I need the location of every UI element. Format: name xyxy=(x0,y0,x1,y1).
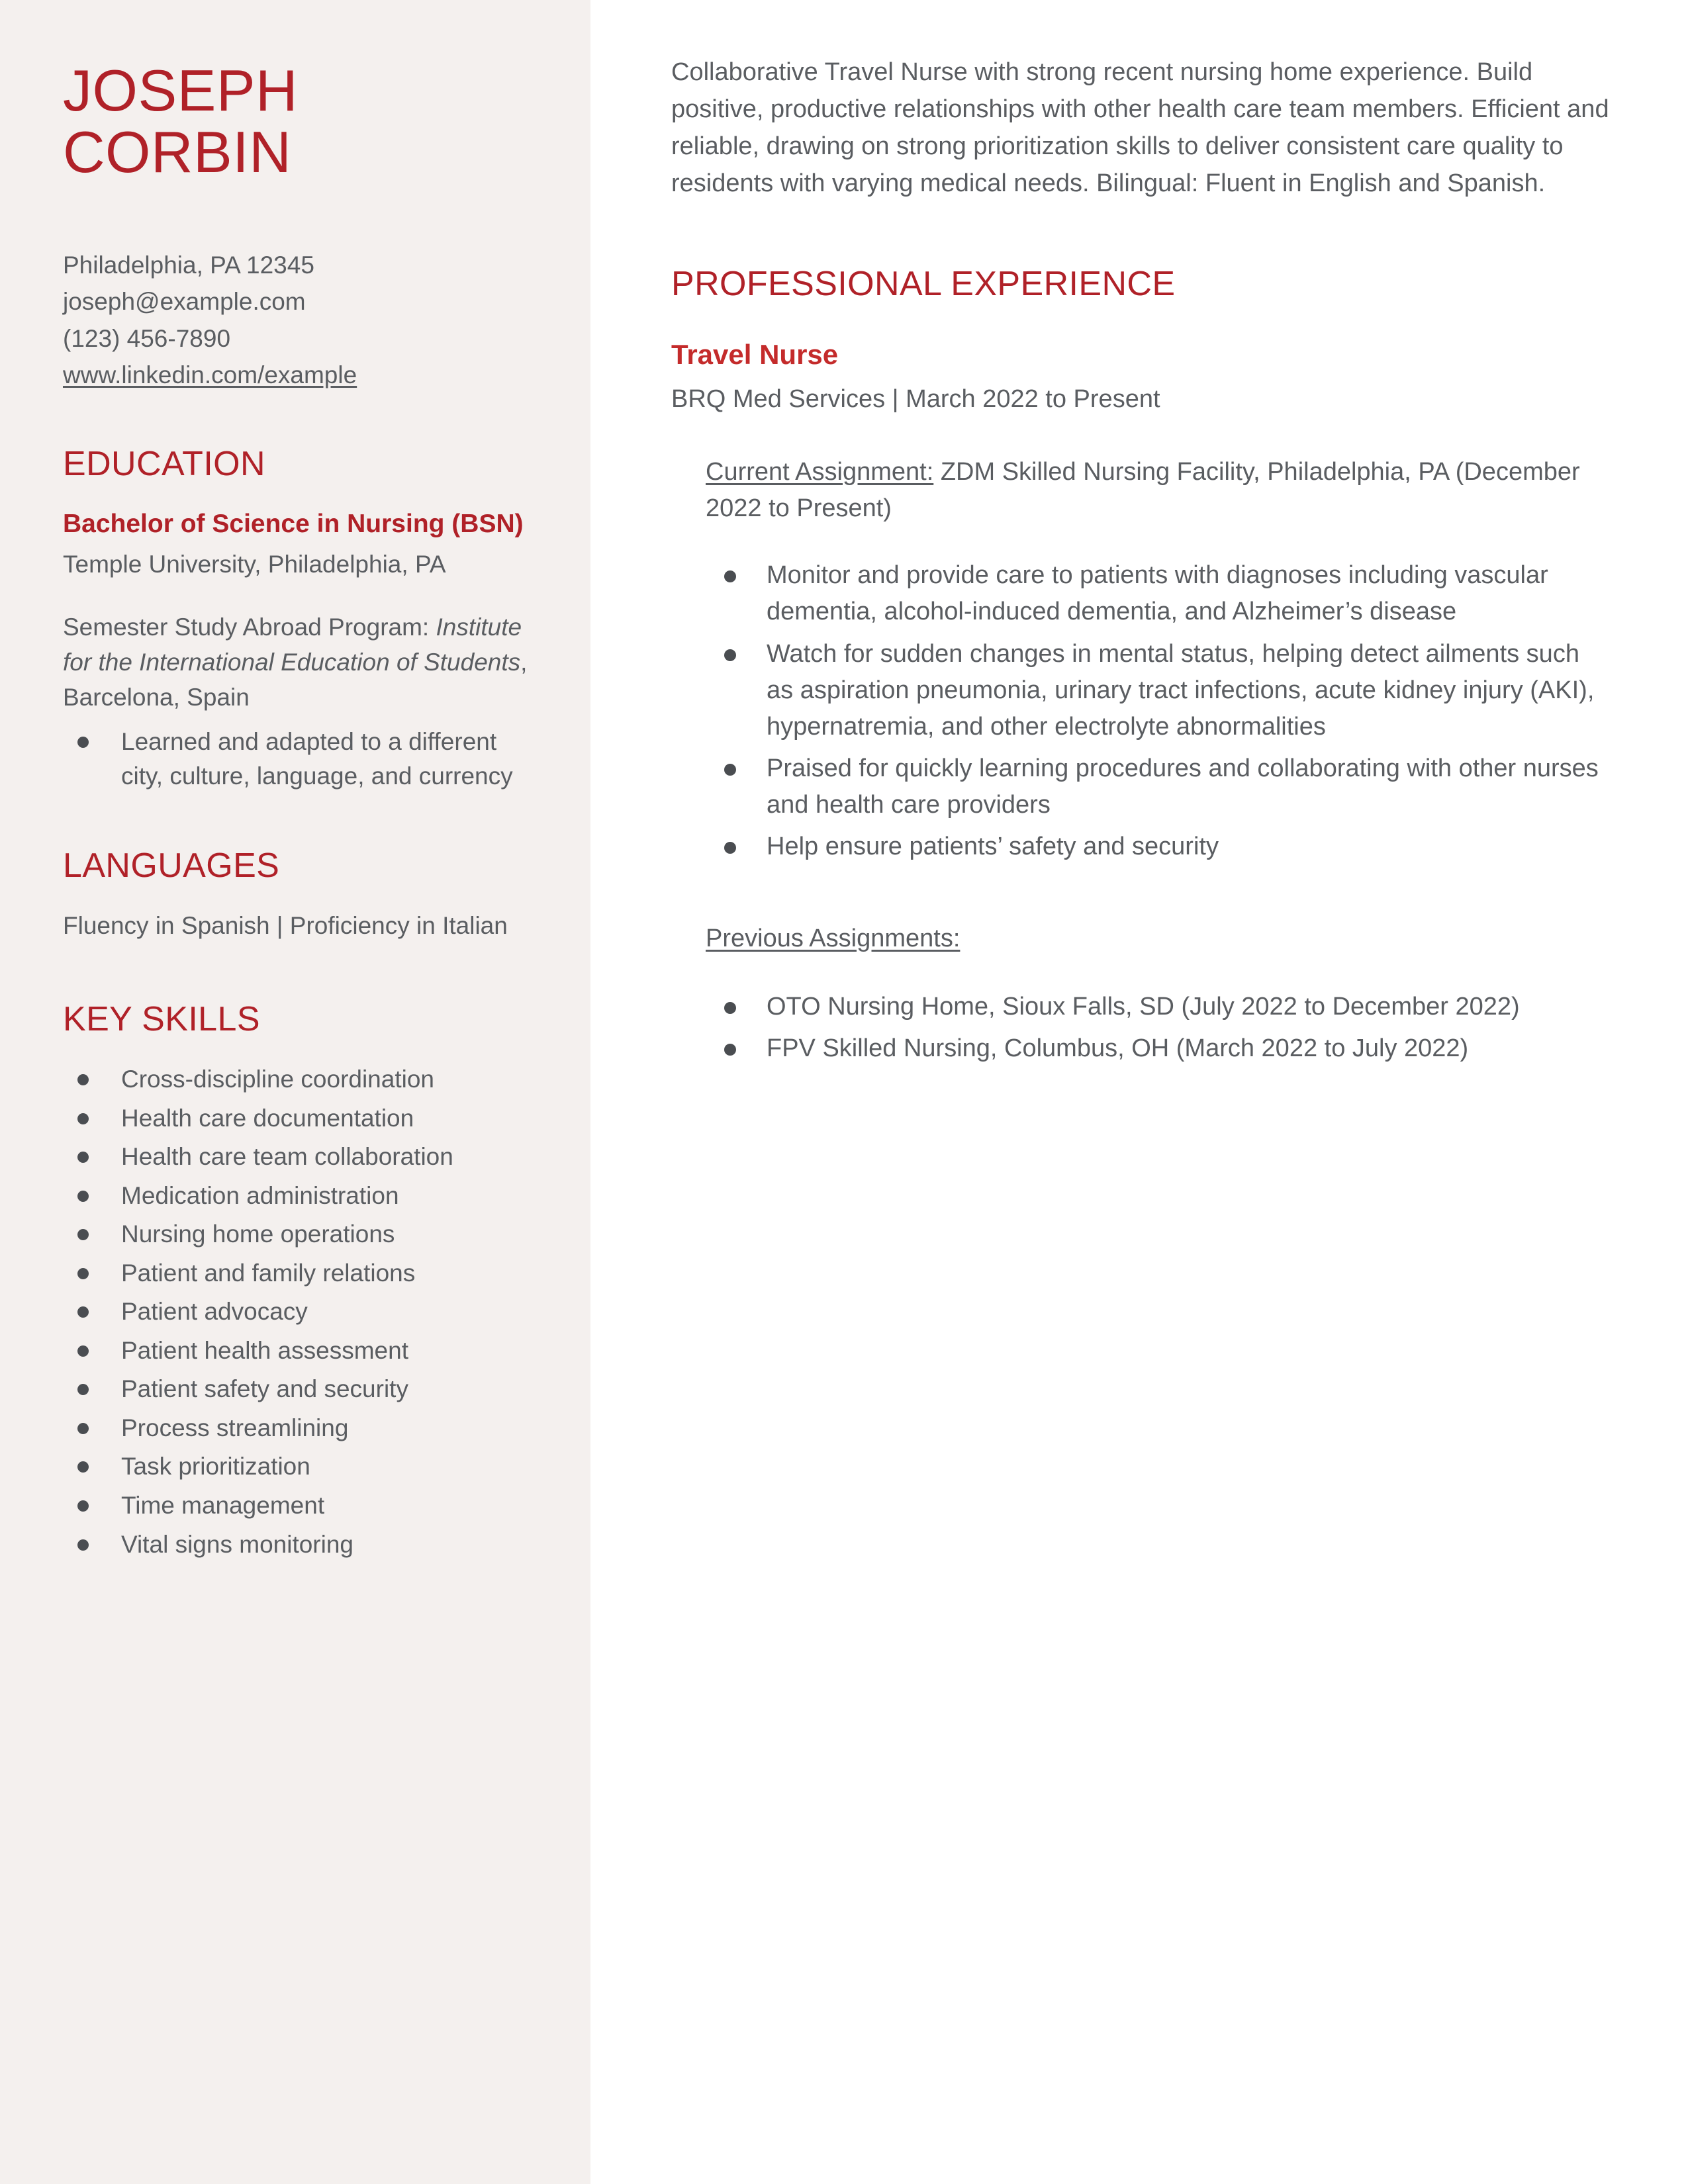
study-abroad-location: , Barcelona, Spain xyxy=(63,649,528,711)
list-item xyxy=(63,1527,528,1563)
list-item xyxy=(63,1449,528,1484)
main-column xyxy=(590,0,1688,2184)
list-item xyxy=(63,1488,528,1524)
current-assignment-block xyxy=(671,454,1610,1067)
skill-label: Medication administration xyxy=(121,1181,399,1209)
first-name: JOSEPH xyxy=(63,58,299,123)
contact-website-link[interactable]: www.linkedin.com/example xyxy=(63,361,357,389)
key-skills-section xyxy=(63,1001,528,1562)
languages-section xyxy=(63,847,528,944)
skill-label: Patient and family relations xyxy=(121,1259,416,1287)
sidebar xyxy=(0,0,590,2184)
responsibility-text: Monitor and provide care to patients with diagnoses including vascular dementia, alcohol-induced dementia, and Alzheimer’s disease xyxy=(767,561,1548,626)
education-school: Temple University, Philadelphia, PA xyxy=(63,551,446,578)
contact-block xyxy=(63,247,528,394)
list-item xyxy=(63,1140,528,1175)
study-abroad-block xyxy=(63,610,528,715)
list-item xyxy=(706,989,1610,1025)
list-item xyxy=(706,636,1610,745)
contact-phone: (123) 456-7890 xyxy=(63,324,231,352)
study-abroad-label: Semester Study Abroad Program: xyxy=(63,614,430,641)
languages-text: Fluency in Spanish | Proficiency in Italian xyxy=(63,912,508,940)
previous-assignments-line xyxy=(706,921,1610,957)
previous-assignment-text: OTO Nursing Home, Sioux Falls, SD (July 2022 to December 2022) xyxy=(767,993,1520,1021)
list-item xyxy=(63,1217,528,1252)
list-item xyxy=(706,557,1610,630)
responsibility-text: Help ensure patients’ safety and security xyxy=(767,833,1219,861)
skill-label: Cross-discipline coordination xyxy=(121,1066,434,1093)
current-assignment-label: Current Assignment: xyxy=(706,458,934,486)
list-item xyxy=(63,1101,528,1136)
education-heading: EDUCATION xyxy=(63,444,265,483)
skill-label: Patient advocacy xyxy=(121,1298,308,1326)
contact-email[interactable]: joseph@example.com xyxy=(63,288,306,316)
professional-experience-heading: PROFESSIONAL EXPERIENCE xyxy=(671,265,1176,304)
current-assignment-detail: ZDM Skilled Nursing Facility, Philadelphia, PA (December 2022 to Present) xyxy=(706,458,1580,523)
responsibility-text: Watch for sudden changes in mental status, helping detect ailments such as aspiration pneumonia, urinary tract infections, acute kidney injury (AKI), hypernatremia, and other electrolyte abnormalities xyxy=(767,639,1595,741)
last-name: CORBIN xyxy=(63,119,292,185)
key-skills-heading: KEY SKILLS xyxy=(63,999,260,1038)
job-title: Travel Nurse xyxy=(671,338,839,370)
skill-label: Vital signs monitoring xyxy=(121,1530,353,1558)
study-abroad-institute: Institute for the International Education of Students xyxy=(63,614,522,676)
list-item xyxy=(63,1411,528,1446)
professional-summary: Collaborative Travel Nurse with strong recent nursing home experience. Build positive, productive relationships with other health care team members. Efficient and reliable, drawing on strong prioritization skills to deliver consistent care quality to residents with varying medical needs. Bilingual: Fluent in English and Spanish. xyxy=(671,58,1609,197)
list-item xyxy=(63,1295,528,1330)
list-item xyxy=(706,829,1610,865)
professional-experience-section xyxy=(671,265,1610,1067)
list-item xyxy=(63,1179,528,1214)
education-bullet-text: Learned and adapted to a different city, culture, language, and currency xyxy=(121,727,513,790)
list-item xyxy=(706,751,1610,823)
list-item xyxy=(63,1372,528,1407)
skill-label: Health care documentation xyxy=(121,1104,414,1132)
education-degree: Bachelor of Science in Nursing (BSN) xyxy=(63,509,524,538)
previous-assignments-bullet-list xyxy=(706,989,1610,1067)
contact-address: Philadelphia, PA 12345 xyxy=(63,251,314,279)
list-item xyxy=(63,1062,528,1097)
key-skills-list xyxy=(63,1062,528,1562)
current-assignment-line xyxy=(706,454,1610,527)
list-item xyxy=(63,1334,528,1369)
education-section xyxy=(63,445,528,794)
previous-assignments-label: Previous Assignments: xyxy=(706,925,961,953)
skill-label: Nursing home operations xyxy=(121,1220,395,1248)
current-assignment-bullet-list xyxy=(706,557,1610,865)
skill-label: Health care team collaboration xyxy=(121,1143,453,1171)
education-bullet-list xyxy=(63,725,528,794)
previous-assignment-text: FPV Skilled Nursing, Columbus, OH (March 2022 to July 2022) xyxy=(767,1034,1469,1063)
skill-label: Time management xyxy=(121,1492,325,1519)
skill-label: Process streamlining xyxy=(121,1414,349,1441)
list-item xyxy=(706,1030,1610,1067)
job-employer-dates: BRQ Med Services | March 2022 to Present xyxy=(671,385,1160,414)
languages-heading: LANGUAGES xyxy=(63,846,280,885)
responsibility-text: Praised for quickly learning procedures and collaborating with other nurses and health care providers xyxy=(767,754,1599,819)
candidate-name xyxy=(63,60,528,183)
list-item xyxy=(63,1256,528,1291)
skill-label: Patient health assessment xyxy=(121,1336,408,1364)
skill-label: Task prioritization xyxy=(121,1453,310,1480)
list-item xyxy=(63,725,528,794)
skill-label: Patient safety and security xyxy=(121,1375,408,1403)
